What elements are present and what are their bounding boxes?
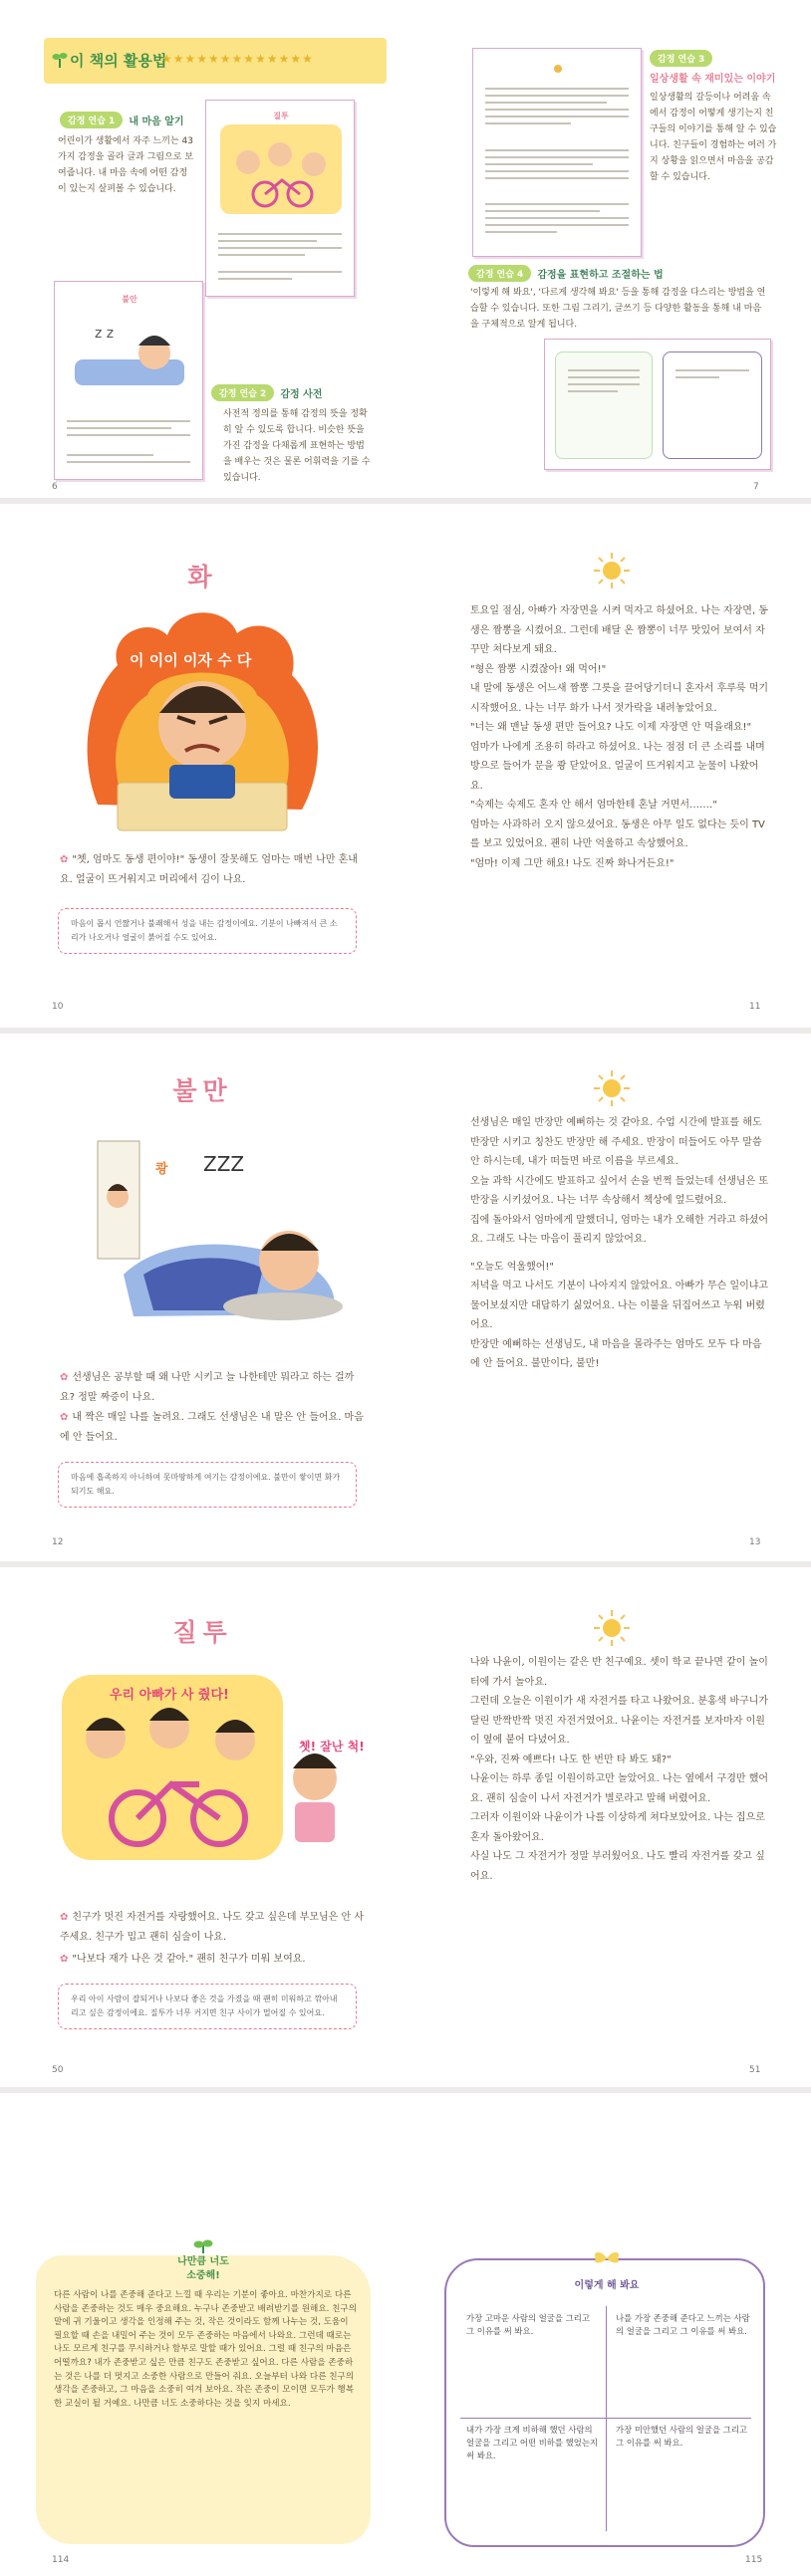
svg-text:z z: z z [95, 326, 115, 342]
flower-bullet-icon: ✿ [60, 1912, 69, 1923]
jealousy-bullet [60, 1908, 369, 1948]
jealousy-illustration-thumb [220, 124, 342, 214]
tag-pill: 감정 연습 1 [60, 112, 123, 128]
bullet-text: 선생님은 공부할 때 왜 나만 시키고 늘 나한테만 뭐라고 하는 걸까요? 정말 짜증이 나요. [60, 1372, 355, 1403]
sun-icon [593, 552, 631, 589]
page-number: 12 [52, 1537, 64, 1547]
story-paragraph: "너는 왜 맨날 동생 편만 들어요? 나도 이제 자장면 안 먹을래요!" [470, 722, 752, 733]
tag-emotion-1 [60, 112, 184, 128]
page-number: 115 [745, 2555, 763, 2565]
anxiety-illustration-thumb [69, 310, 190, 405]
spread-anger [0, 506, 811, 1026]
sprout-icon [193, 2239, 213, 2253]
chapter-title: 질투 [172, 1618, 233, 1647]
story-text [470, 1113, 769, 1374]
activity-box-right [663, 351, 762, 459]
story-paragraph: 나와 나윤이, 이원이는 같은 반 친구예요. 셋이 학교 끝나면 같이 놀이터에 가서 놀아요. [470, 1657, 768, 1688]
sample-page-card-anxiety [54, 281, 203, 480]
story-paragraph: 그런데 오늘은 이원이가 새 자전거를 타고 나왔어요. 분홍색 바구니가 달린 반짝반짝 멋진 자전거였어요. 나윤이는 자전거를 보자마자 이원이 옆에 붙어 다녔어요. [470, 1696, 769, 1746]
dissatisfaction-bullet [60, 1368, 369, 1408]
activity-question-3: 내가 가장 크게 비하해 했던 사람의 얼굴을 그리고 어떤 비하를 했었는지 써 봐요. [466, 2425, 599, 2460]
page-number: 51 [749, 2065, 761, 2075]
story-paragraph: 저녁을 먹고 나서도 기분이 나아지지 않았어요. 아빠가 무슨 일이냐고 물어보셨지만 대답하기 싫었어요. 나는 이불을 뒤집어쓰고 누워 버렸어요. [470, 1281, 769, 1330]
bullet-text: 친구가 멋진 자전거를 자랑했어요. 나도 갖고 싶은데 부모님은 안 사 주세요. 친구가 밉고 괜히 심술이 나요. [60, 1912, 364, 1943]
chapter-title: 화 [187, 563, 218, 591]
try-this-activity-box [444, 2258, 765, 2547]
flower-bullet-icon: ✿ [60, 854, 69, 865]
story-paragraph: "우와, 진짜 예쁘다! 나도 한 번만 타 봐도 돼?" [470, 1754, 672, 1765]
story-text [470, 601, 769, 873]
card-title: 불안 [122, 295, 137, 304]
respect-heading-line2: 소중해! [186, 2270, 220, 2281]
dissatisfaction-bullet [60, 1408, 369, 1448]
flower-bullet-icon: ✿ [60, 1954, 69, 1965]
spread-how-to-use [0, 0, 811, 496]
description-4: '이렇게 해 봐요', '다르게 생각해 봐요' 등을 통해 감정을 다스리는 방법을 연습할 수 있습니다. 또한 그림 그리기, 글쓰기 등 다양한 활동을 통해 내 마음을 구체적으로 알게 됩니다. [470, 288, 766, 330]
sample-page-card-jealousy [205, 100, 355, 297]
speech-text-jealous: 쳇! 잘난 척! [299, 1740, 365, 1754]
flower-bullet-icon: ✿ [60, 1372, 69, 1383]
sprout-icon [52, 51, 68, 69]
page-number: 11 [749, 1002, 761, 1012]
respect-heading-line1: 나만큼 너도 [177, 2256, 229, 2267]
story-paragraph: 선생님은 매일 반장만 예뻐하는 것 같아요. 수업 시간에 발표를 해도 반장만 시키고 칭찬도 반장만 해 주세요. 반장이 떠들어도 아무 말씀 안 하시는데, 내가 떠들면 바로 이름을 부르세요. [470, 1117, 762, 1167]
spread-divider [0, 1561, 811, 1567]
story-paragraph: 엄마는 사과하러 오지 않으셨어요. 동생은 아무 일도 없다는 듯이 TV를 보고 있었어요. 괜히 나만 억울하고 속상했어요. [470, 819, 765, 849]
activity-question-2: 나를 가장 존중해 준다고 느끼는 사람의 얼굴을 그리고 그 이유를 써 봐요. [616, 2313, 750, 2336]
page-number: 114 [52, 2555, 70, 2565]
tag-emotion-3-label [650, 70, 775, 85]
page-number: 13 [749, 1537, 761, 1547]
story-paragraph: 오늘 과학 시간에도 발표하고 싶어서 손을 번쩍 들었는데 선생님은 또 반장을 시키셨어요. 나는 너무 속상해서 책상에 엎드렸어요. [470, 1175, 769, 1206]
sample-page-card-activity [544, 339, 771, 470]
sun-icon [593, 1069, 631, 1107]
story-paragraph: 토요일 점심, 아빠가 자장면을 시켜 먹자고 하셨어요. 나는 자장면, 동생은 짬뽕을 시켰어요. 그런데 배달 온 짬뽕이 너무 맛있어 보여서 자꾸만 쳐다보게 돼요. [470, 605, 768, 655]
story-text [470, 1653, 769, 1886]
angry-boy-illustration [78, 605, 327, 838]
activity-box-left [555, 351, 653, 459]
jealousy-illustration [60, 1669, 365, 1864]
page-number: 6 [52, 482, 58, 492]
tag-label: 내 마음 알기 [129, 117, 184, 127]
page-number: 50 [52, 2065, 64, 2075]
description-1: 어린이가 생활에서 자주 느끼는 43가지 감정을 골라 글과 그림으로 보여줍니다. 내 마음 속에 어떤 감정이 있는지 살펴볼 수 있습니다. [58, 136, 194, 194]
definition-box: 우리 아이 사람이 잘되거나 나보다 좋은 것을 가졌을 때 괜히 미워하고 깎아내리고 싶은 감정이에요. 질투가 너무 커지면 친구 사이가 멀어질 수 있어요. [58, 1984, 357, 2029]
chapter-title: 불만 [172, 1076, 233, 1105]
spread-jealousy [0, 1569, 811, 2085]
spread-divider [0, 1028, 811, 1034]
definition-box: 마음이 몹시 언짢거나 불쾌해서 성을 내는 감정이에요. 기분이 나빠져서 큰 소리가 나오거나 얼굴이 붉어질 수도 있어요. [58, 908, 357, 954]
story-paragraph: 엄마가 나에게 조용히 하라고 하셨어요. 나는 점점 더 큰 소리를 내며 방으로 들어가 문을 쾅 닫았어요. 얼굴이 뜨거워지고 눈물이 나왔어요. [470, 741, 765, 792]
story-paragraph: 사실 나도 그 자전거가 정말 부러웠어요. 나도 빨리 자전거를 갖고 싶어요. [470, 1851, 765, 1882]
story-paragraph: "엄마! 이제 그만 해요! 나도 진짜 화나거든요!" [470, 857, 675, 869]
sleeping-boy-illustration [64, 1135, 353, 1330]
activity-question-1: 가장 고마운 사람의 얼굴을 그리고 그 이유를 써 봐요. [466, 2313, 590, 2336]
respect-body-text: 다른 사람이 나를 존중해 준다고 느낄 때 우리는 기분이 좋아요. 마찬가지로 다른 사람을 존중하는 것도 매우 중요해요. 누구나 존중받고 배려받기를 원해요. 친구의 말에 귀 기울이고 생각을 인정해 주는 것, 작은 것이라도 함께 나누는 것, 도움이 필요할 때 손을 내밀어 주는 것이 모두 존중하는 마음에서 나와요. 그런데 때로는 나도 모르게 친구를 무시하거나 함부로 말할 때가 있어요. 그럴 때 친구의 마음은 어떨까요? 내가 존중받고 싶은 만큼 친구도 존중받고 싶어요. 다른 사람을 존중하는 것은 나를 더 멋지고 소중한 사람으로 만들어 줘요. 오늘부터 나와 다른 친구의 생각을 존중하고, 그 마음을 소중히 여겨 보아요. 작은 존중이 모이면 모두가 행복한 교실이 될 거예요. 나만큼 너도 소중하다는 것을 잊지 마세요. [54, 2290, 358, 2409]
tag-pill: 감정 연습 4 [468, 265, 531, 282]
story-paragraph: 집에 돌아와서 엄마에게 말했더니, 엄마는 내가 오해한 거라고 하셨어요. 그래도 나는 마음이 풀리지 않았어요. [470, 1214, 769, 1245]
sample-page-card-story [472, 48, 642, 257]
sun-icon [550, 61, 566, 77]
story-paragraph: 나윤이는 하루 종일 이원이하고만 놀았어요. 나는 옆에서 구경만 했어요. 괜히 심술이 나서 자전거가 별로라고 말해 버렸어요. [470, 1773, 769, 1804]
slam-sound-text: 쾅 [155, 1162, 168, 1177]
page-number: 7 [753, 482, 759, 492]
card-title: 질투 [273, 112, 289, 120]
speech-text-brag: 우리 아빠가 사 줬다! [110, 1688, 229, 1703]
story-paragraph: 그러자 이원이와 나윤이가 나를 이상하게 쳐다보았어요. 나는 집으로 혼자 돌아왔어요. [470, 1812, 765, 1843]
tag-label: 감정을 표현하고 조절하는 법 [537, 270, 664, 281]
description-3: 일상생활의 갈등이나 어려움 속에서 감정이 어떻게 생기는지 친구들의 이야기를 통해 알 수 있습니다. 친구들이 경험하는 여러 가지 상황을 읽으면서 마음을 공감할 수 있습니다. [650, 93, 777, 182]
sleep-sound-text: ZZZ [203, 1152, 245, 1176]
tag-pill: 감정 연습 2 [211, 384, 274, 401]
story-paragraph: "오늘도 억울했어!" [470, 1261, 555, 1273]
bullet-text: "나보다 재가 나은 것 같아." 괜히 친구가 미워 보여요. [72, 1954, 306, 1965]
story-paragraph: 내 말에 동생은 어느새 짬뽕 그릇을 끌어당기더니 혼자서 후루룩 먹기 시작했어요. 나는 너무 화가 나서 젓가락을 내려놓았어요. [470, 683, 769, 714]
flower-bullet-icon: ✿ [60, 1412, 69, 1423]
activity-question-4: 가장 미안했던 사람의 얼굴을 그리고 그 이유를 써 봐요. [616, 2425, 748, 2448]
tag-label: 감정 사전 [280, 389, 323, 400]
banner-stars: ★★★★★★★★★★★★★ [161, 52, 314, 66]
tag-pill: 감정 연습 3 [650, 50, 712, 67]
respect-heading [36, 2253, 371, 2283]
shout-text: 이 이이 이자 수 다 [130, 651, 252, 669]
story-paragraph: 반장만 예뻐하는 선생님도, 내 마음을 몰라주는 엄마도 모두 다 마음에 안 들어요. 불만이다, 불만! [470, 1338, 762, 1369]
bullet-text: 내 짝은 매일 나를 놀려요. 그래도 선생님은 내 말은 안 들어요. 마음에 안 들어요. [60, 1412, 364, 1443]
anger-bullet [60, 850, 369, 890]
tag-emotion-3 [650, 50, 712, 67]
page-number: 10 [52, 1002, 64, 1012]
spread-divider [0, 2087, 811, 2093]
how-to-use-banner [44, 38, 387, 84]
spread-dissatisfaction [0, 1036, 811, 1559]
bullet-text: "쳇, 엄마도 동생 편이야!" 동생이 잘못해도 엄마는 매번 나만 혼내요. 얼굴이 뜨거워지고 머리에서 김이 나요. [60, 854, 358, 885]
tag-emotion-2 [211, 384, 322, 401]
tag-label: 일상생활 속 재미있는 이야기 [650, 74, 776, 85]
description-2: 사전적 정의를 통해 감정의 뜻을 정확히 알 수 있도록 합니다. 비슷한 뜻을 가진 감정을 다채롭게 표현하는 방법을 배우는 것은 물론 어휘력을 기를 수 있습니다. [223, 409, 371, 483]
activity-vertical-divider [606, 2306, 607, 2531]
story-paragraph: "형은 짬뽕 시켰잖아! 왜 먹어!" [470, 663, 607, 675]
spread-divider [0, 498, 811, 504]
sun-icon [593, 1609, 631, 1647]
activity-horizontal-divider [460, 2418, 751, 2419]
activity-title: 이렇게 해 봐요 [574, 2280, 640, 2291]
tag-emotion-4 [468, 265, 664, 282]
story-paragraph: "숙제는 숙제도 혼자 안 해서 엄마한테 혼날 거면서……." [470, 800, 717, 811]
banner-title: 이 책의 활용법 [70, 52, 167, 70]
jealousy-bullet [60, 1950, 369, 1970]
butterfly-icon [592, 2248, 622, 2266]
respect-info-box [36, 2255, 371, 2544]
definition-box: 마음에 흡족하지 아니하여 못마땅하게 여기는 감정이에요. 불만이 쌓이면 화가 되기도 해요. [58, 1462, 357, 1508]
